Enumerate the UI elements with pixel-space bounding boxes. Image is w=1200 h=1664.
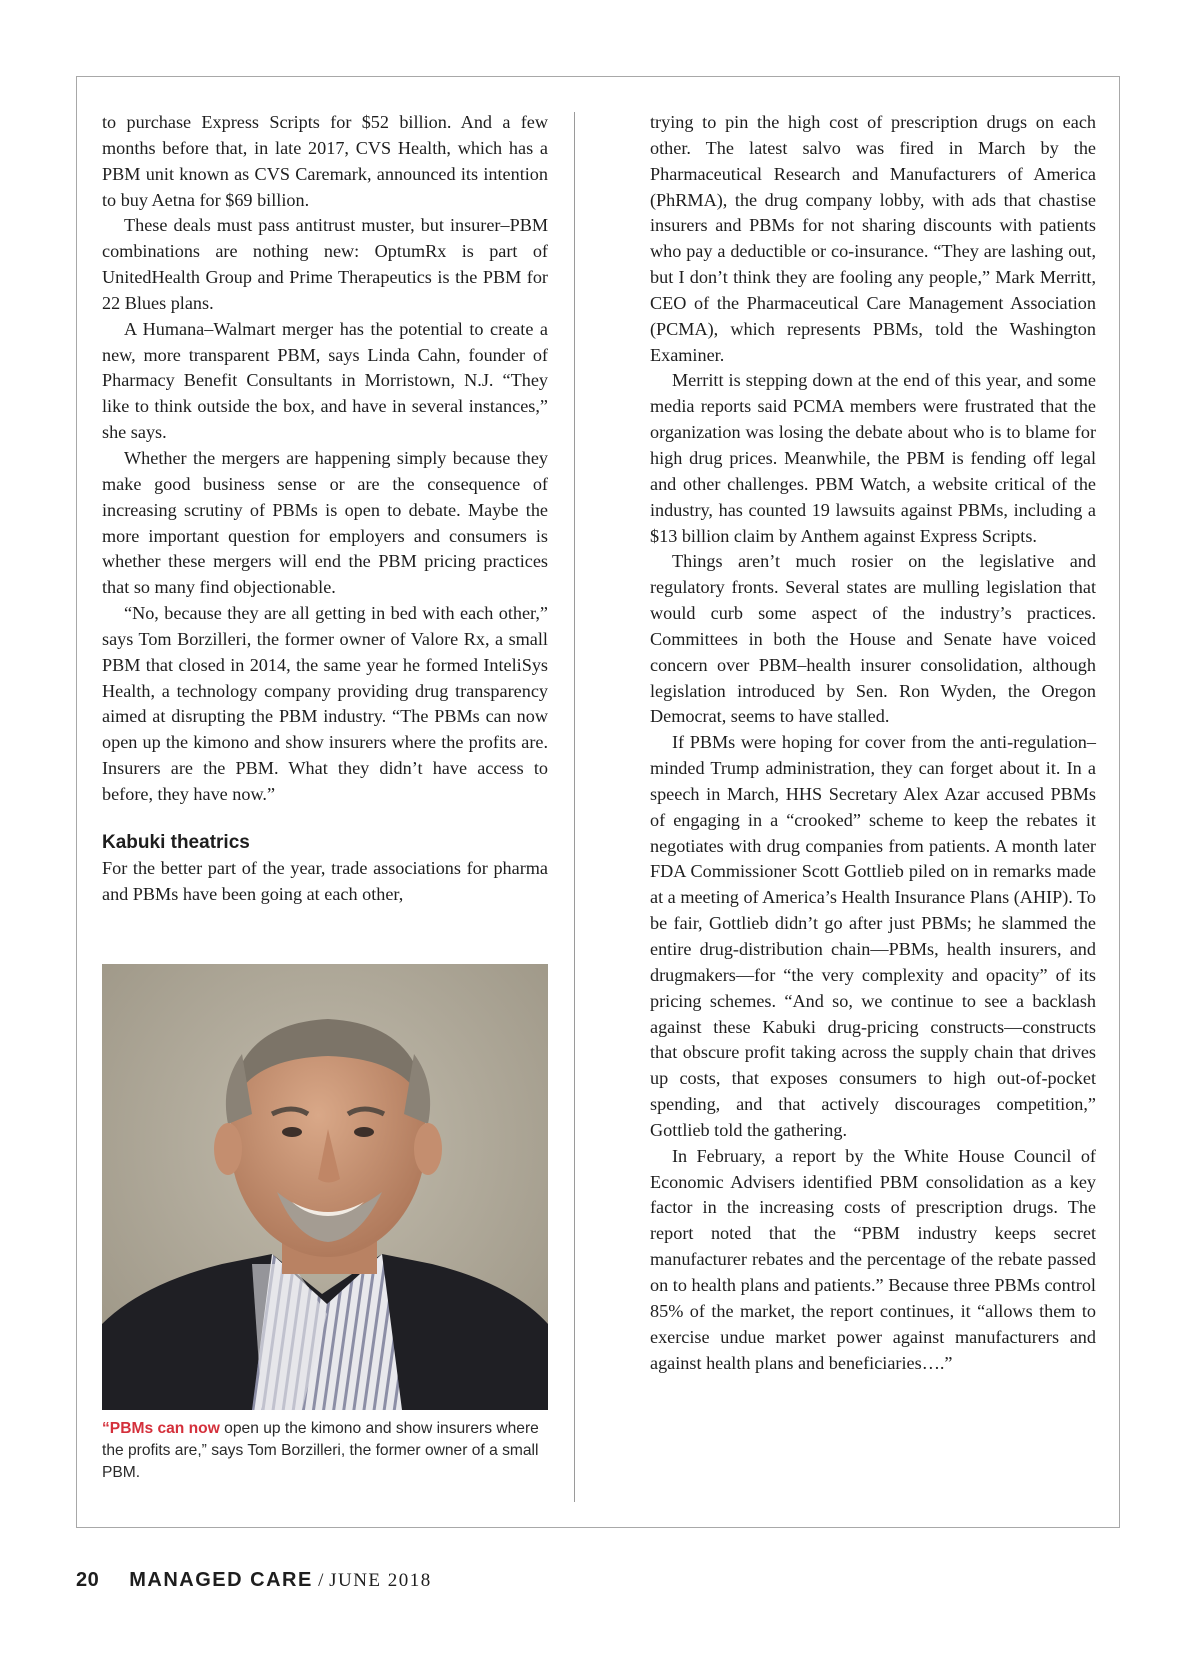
caption-text: open up the kimono and show insurers where the profits are,” says Tom Borzilleri, the former owner of a small PBM. — [102, 1420, 539, 1481]
magazine-title: MANAGED CARE — [129, 1569, 313, 1591]
left-column — [102, 110, 548, 907]
footer-separator: / — [312, 1570, 330, 1591]
subhead-paragraph: For the better part of the year, trade associations for pharma and PBMs have been going at each other, — [102, 857, 548, 904]
caption-lead: “PBMs can now — [102, 1420, 220, 1437]
right-column — [650, 110, 1096, 1376]
left-paragraph-5: “No, because they are all getting in bed with each other,” says Tom Borzilleri, the former owner of Valore Rx, a small PBM that closed in 2014, the same year he formed InteliSys Health, a technology company providing drug transparency aimed at disrupting the PBM industry. “The PBMs can now open up the kimono and show insurers where the profits are. Insurers are the PBM. What they didn’t have access to before, they have now.” — [102, 603, 548, 804]
right-paragraph-5: In February, a report by the White House Council of Economic Advisers identified PBM consolidation as a key factor in the increasing costs of prescription drugs. The report noted that the “PBM industry keeps secret manufacturer rebates and the percentage of the rebate passed on to health plans and patients.” Because three PBMs control 85% of the market, the report continues, it “allows them to exercise undue market power against manufacturers and against health plans and beneficiaries….” — [650, 1145, 1096, 1373]
left-paragraph-1: to purchase Express Scripts for $52 billion. And a few months before that, in late 2017, CVS Health, which has a PBM unit known as CVS Caremark, announced its intention to buy Aetna for $69 billion. — [102, 112, 548, 210]
left-paragraph-3: A Humana–Walmart merger has the potential to create a new, more transparent PBM, says Linda Cahn, founder of Pharmacy Benefit Consultants in Morristown, N.J. “They like to think outside the box, and have in several instances,” she says. — [102, 318, 548, 443]
right-paragraph-2: Merritt is stepping down at the end of this year, and some media reports said PCMA members were frustrated that the organization was losing the debate about who is to blame for high drug prices. Meanwhile, the PBM is fending off legal and other challenges. PBM Watch, a website critical of the industry, has counted 19 lawsuits against PBMs, including a $13 billion claim by Anthem against Express Scripts. — [650, 370, 1096, 546]
photo-caption — [102, 1418, 542, 1484]
right-paragraph-3: Things aren’t much rosier on the legislative and regulatory fronts. Several states are mulling legislation that would curb some aspect of the industry’s practices. Committees in both the House and Senate have voiced concern over PBM–health insurer consolidation, although legislation introduced by Sen. Ron Wyden, the Oregon Democrat, seems to have stalled. — [650, 551, 1096, 727]
column-divider — [574, 112, 575, 1502]
left-paragraph-4: Whether the mergers are happening simply because they make good business sense or are the consequence of increasing scrutiny of PBMs is open to debate. Maybe the more important question for employers and consumers is whether these mergers will end the PBM pricing practices that so many find objectionable. — [102, 447, 548, 598]
issue-date: JUNE 2018 — [329, 1570, 432, 1591]
page-footer — [76, 1569, 432, 1592]
section-subhead: Kabuki theatrics — [102, 831, 250, 853]
portrait-photo — [102, 964, 548, 1410]
page-number: 20 — [76, 1569, 100, 1591]
right-paragraph-4: If PBMs were hoping for cover from the anti-regulation–minded Trump administration, they can forget about it. In a speech in March, HHS Secretary Alex Azar accused PBMs of engaging in a “crooked” scheme to keep the rebates it negotiates with drug companies from patients. A month later FDA Commissioner Scott Gottlieb piled on in remarks made at a meeting of America’s Health Insurance Plans (AHIP). To be fair, Gottlieb didn’t go after just PBMs; he slammed the entire drug-distribution chain—PBMs, health insurers, and drugmakers—for “the very complexity and opacity” of its pricing schemes. “And so, we continue to see a backlash against these Kabuki drug-pricing constructs—constructs that obscure profit taking across the supply chain that drives up costs, that exposes consumers to high out-of-pocket spending, and that actively discourages competition,” Gottlieb told the gathering. — [650, 732, 1096, 1140]
left-paragraph-2: These deals must pass antitrust muster, but insurer–PBM combinations are nothing new: OptumRx is part of UnitedHealth Group and Prime Therapeutics is the PBM for 22 Blues plans. — [102, 215, 548, 313]
portrait-illustration — [102, 964, 548, 1410]
right-paragraph-1: trying to pin the high cost of prescription drugs on each other. The latest salvo was fired in March by the Pharmaceutical Research and Manufacturers of America (PhRMA), the drug company lobby, with ads that chastise insurers and PBMs for not sharing discounts with patients who pay a deductible or co-insurance. “They are lashing out, but I don’t think they are fooling any people,” Mark Merritt, CEO of the Pharmaceutical Care Management Association (PCMA), which represents PBMs, told the Washington Examiner. — [650, 112, 1096, 365]
